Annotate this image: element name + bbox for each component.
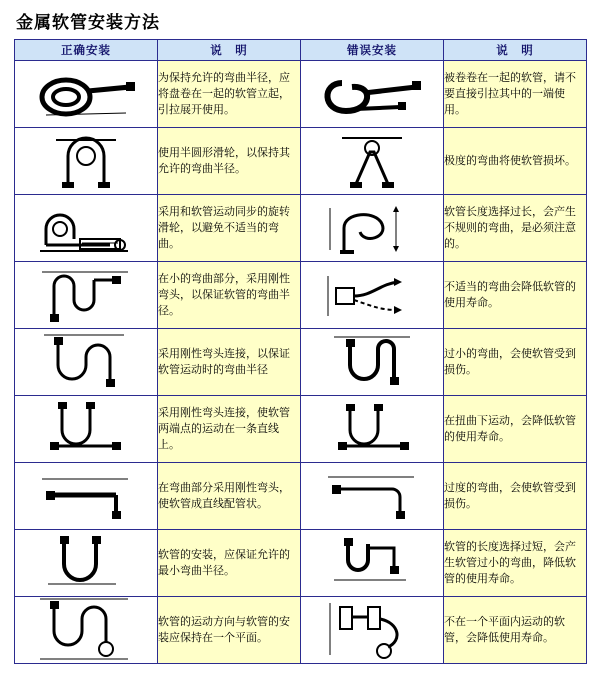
semicircular-pulley-icon: [26, 132, 146, 190]
note-cell-wrong: 过小的弯曲，会使软管受到损伤。: [444, 329, 587, 396]
sharp-bend-pulley-icon: [312, 132, 432, 190]
rigid-elbow-straight-line-icon: [24, 400, 148, 458]
out-of-plane-motion-icon: [310, 597, 434, 663]
table-row: [15, 329, 587, 396]
table-header-row: [15, 40, 587, 61]
long-hose-irregular-bend-icon: [310, 198, 434, 258]
figure-cell-correct: [15, 195, 158, 262]
table-row: [15, 262, 587, 329]
coiled-hose-pulled-icon: [312, 65, 432, 123]
column-header-correct-note: 说 明: [158, 40, 301, 61]
note-cell-wrong: 不在一个平面内运动的软管，会降低使用寿命。: [444, 597, 587, 664]
note-cell-wrong: 软管长度选择过长，会产生不规则的弯曲，是必须注意的。: [444, 195, 587, 262]
table-header: [15, 40, 587, 61]
torsion-motion-icon: [310, 400, 434, 458]
column-header-wrong-note: 说 明: [444, 40, 587, 61]
short-hose-small-bend-icon: [310, 534, 434, 592]
note-cell-wrong: 被卷卷在一起的软管，请不要直接引拉其中的一端使用。: [444, 61, 587, 128]
hose-installation-table: [14, 39, 587, 664]
table-row: [15, 396, 587, 463]
figure-cell-wrong: [301, 262, 444, 329]
table-row: [15, 530, 587, 597]
table-row: [15, 597, 587, 664]
figure-cell-wrong: [301, 61, 444, 128]
note-cell-correct: 在弯曲部分采用刚性弯头，使软管成直线配管状。: [158, 463, 301, 530]
excessive-bend-icon: [310, 469, 434, 523]
figure-cell-correct: [15, 597, 158, 664]
figure-cell-wrong: [301, 463, 444, 530]
figure-cell-correct: [15, 463, 158, 530]
improper-bend-icon: [310, 266, 434, 324]
minimum-bend-radius-icon: [24, 534, 148, 592]
figure-cell-correct: [15, 530, 158, 597]
note-cell-correct: 在小的弯曲部分，采用刚性弯头，以保证软管的弯曲半径。: [158, 262, 301, 329]
note-cell-wrong: 极度的弯曲将使软管损坏。: [444, 128, 587, 195]
table-row: [15, 195, 587, 262]
note-cell-correct: 采用刚性弯头连接，以保证软管运动时的弯曲半径: [158, 329, 301, 396]
too-small-bend-icon: [310, 331, 434, 393]
note-cell-correct: 软管的安装，应保证允许的最小弯曲半径。: [158, 530, 301, 597]
table-row: [15, 61, 587, 128]
figure-cell-correct: [15, 128, 158, 195]
note-cell-correct: 软管的运动方向与软管的安装应保持在一个平面。: [158, 597, 301, 664]
figure-cell-correct: [15, 262, 158, 329]
note-cell-wrong: 在扭曲下运动，会降低软管的使用寿命。: [444, 396, 587, 463]
page-title: 金属软管安装方法: [16, 13, 160, 33]
note-cell-wrong: 不适当的弯曲会降低软管的使用寿命。: [444, 262, 587, 329]
figure-cell-wrong: [301, 329, 444, 396]
same-plane-motion-icon: [24, 597, 148, 663]
figure-cell-wrong: [301, 396, 444, 463]
figure-cell-wrong: [301, 195, 444, 262]
figure-cell-correct: [15, 61, 158, 128]
figure-cell-correct: [15, 396, 158, 463]
synchronized-rotating-pulley-icon: [24, 199, 148, 257]
table-row: [15, 463, 587, 530]
column-header-correct-install: 正确安装: [15, 40, 158, 61]
figure-cell-wrong: [301, 530, 444, 597]
note-cell-correct: 为保持允许的弯曲半径，应将盘卷在一起的软管立起，引拉展开使用。: [158, 61, 301, 128]
note-cell-correct: 采用和软管运动同步的旋转滑轮，以避免不适当的弯曲。: [158, 195, 301, 262]
figure-cell-correct: [15, 329, 158, 396]
table-body: [15, 61, 587, 664]
note-cell-wrong: 软管的长度选择过短，会产生软管过小的弯曲，降低软管的使用寿命。: [444, 530, 587, 597]
note-cell-correct: 采用刚性弯头连接，使软管两端点的运动在一条直线上。: [158, 396, 301, 463]
figure-cell-wrong: [301, 597, 444, 664]
table-row: [15, 128, 587, 195]
note-cell-wrong: 过度的弯曲，会使软管受到损伤。: [444, 463, 587, 530]
figure-cell-wrong: [301, 128, 444, 195]
rigid-bend-small-radius-icon: [24, 266, 148, 324]
rigid-elbow-connection-icon: [24, 331, 148, 393]
note-cell-correct: 使用半圆形滑轮，以保持其允许的弯曲半径。: [158, 128, 301, 195]
straight-pipe-rigid-elbow-icon: [24, 469, 148, 523]
column-header-wrong-install: 错误安装: [301, 40, 444, 61]
coiled-hose-standing-icon: [26, 65, 146, 123]
